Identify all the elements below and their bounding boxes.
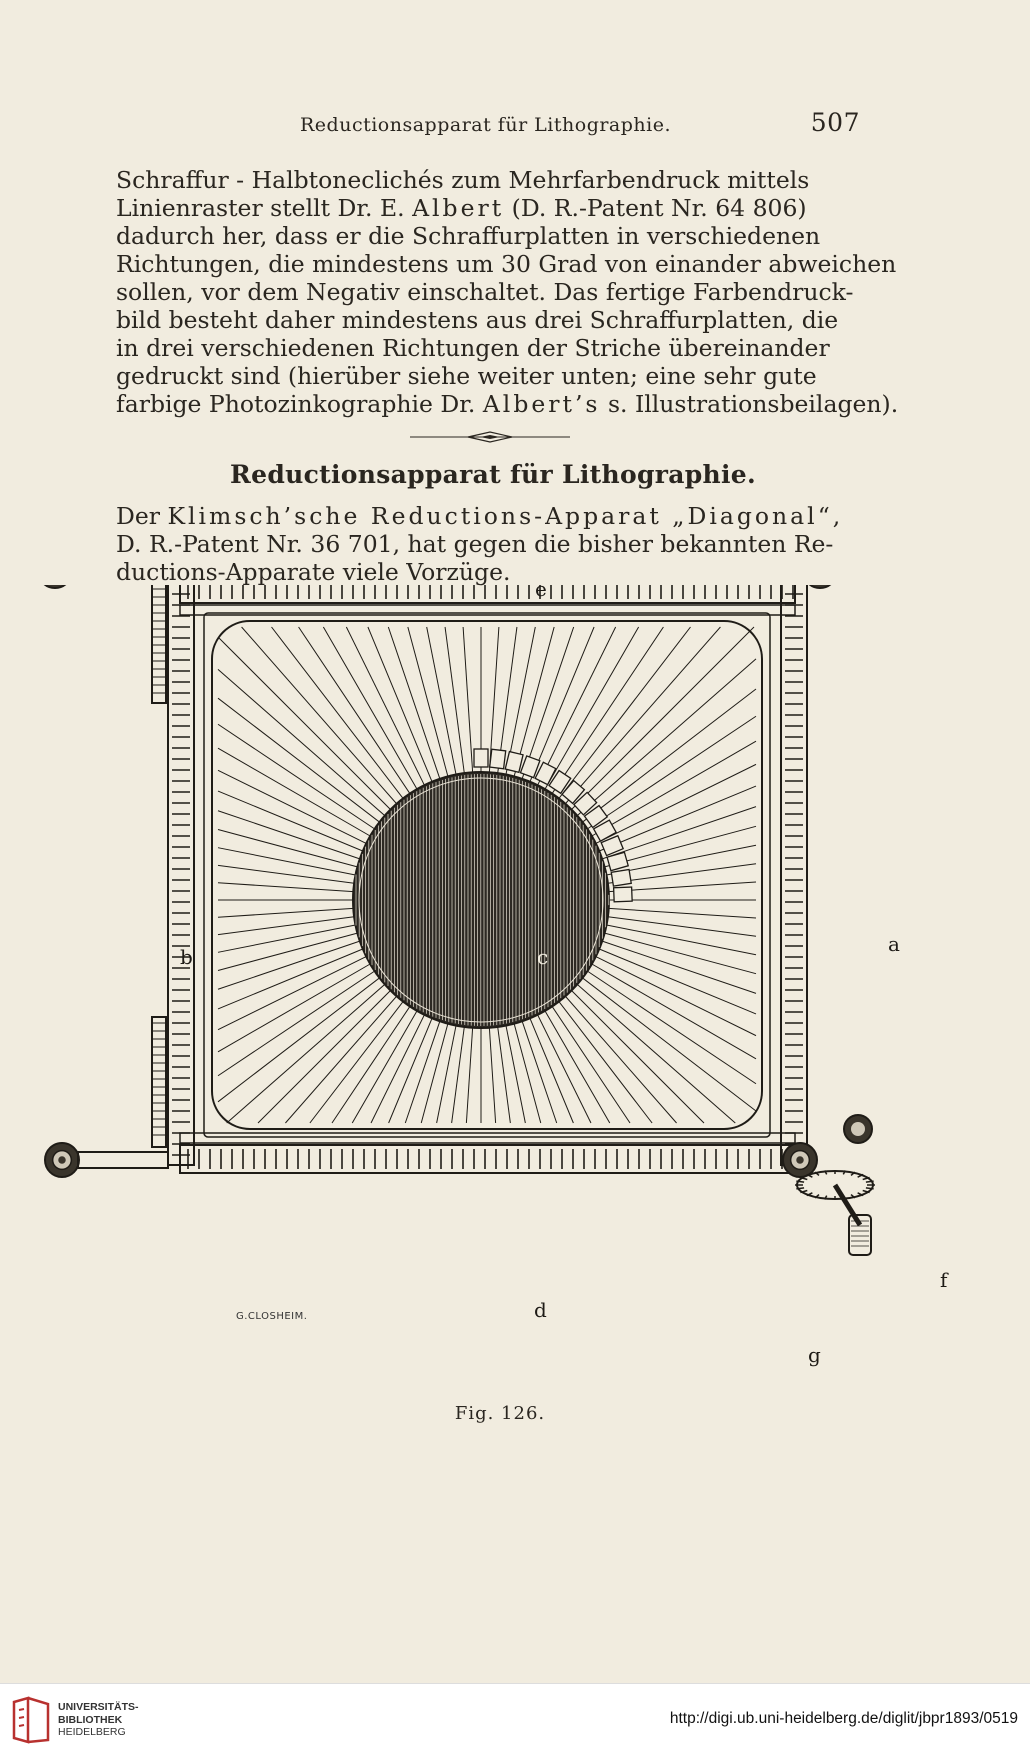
name-klimsch: Klimsch’sche Reductions-Apparat xyxy=(167,502,662,530)
page-number: 507 xyxy=(810,108,860,137)
label-b: b xyxy=(180,945,193,969)
ornamental-divider xyxy=(410,430,570,444)
label-e: e xyxy=(535,577,547,601)
name-albert: Albert xyxy=(412,194,505,222)
paragraph-klimsch xyxy=(116,502,870,586)
text-line: dadurch her, dass er die Schraffurplatten in verschiedenen xyxy=(116,222,821,250)
text-line: ductions-Apparate viele Vorzüge. xyxy=(116,558,511,586)
text-line: Der Klimsch’sche Reductions-Apparat „Diagonal“, xyxy=(116,502,844,530)
text-line: farbige Photozinkographie Dr. Albert’s s. Illustrationsbeilagen). xyxy=(116,390,899,418)
label-g: g xyxy=(808,1343,821,1367)
library-footer xyxy=(0,1683,1030,1757)
library-logo-icon xyxy=(10,1696,52,1746)
paragraph-schraffur xyxy=(116,166,899,418)
text-line: D. R.-Patent Nr. 36 701, hat gegen die bisher bekannten Re- xyxy=(116,530,834,558)
text-line: Schraffur - Halbtoneclichés zum Mehrfarbendruck mittels xyxy=(116,166,810,194)
engraver-signature: G.CLOSHEIM. xyxy=(236,1311,308,1322)
label-d: d xyxy=(534,1298,547,1322)
figure-caption: Fig. 126. xyxy=(454,1403,546,1424)
text-line: bild besteht daher mindestens aus drei Schraffurplatten, die xyxy=(116,306,839,334)
apparatus-engraving xyxy=(40,585,950,1405)
label-f: f xyxy=(940,1268,948,1292)
name-alberts: Albert’s xyxy=(482,390,601,418)
text-line: sollen, vor dem Negativ einschaltet. Das fertige Farbendruck- xyxy=(116,278,854,306)
section-title: Reductionsapparat für Lithographie. xyxy=(230,460,756,489)
label-a: a xyxy=(888,932,900,956)
page-header xyxy=(300,108,870,138)
text-line: Linienraster stellt Dr. E. Albert (D. R.-Patent Nr. 64 806) xyxy=(116,194,807,222)
label-c: c xyxy=(537,945,549,969)
text-line: Richtungen, die mindestens um 30 Grad von einander abweichen xyxy=(116,250,897,278)
source-url-link[interactable]: http://digi.ub.uni-heidelberg.de/diglit/jbpr1893/0519 xyxy=(669,1710,1018,1727)
text-line: gedruckt sind (hierüber siehe weiter unten; eine sehr gute xyxy=(116,362,817,390)
library-name: UNIVERSITÄTS- BIBLIOTHEK HEIDELBERG xyxy=(58,1701,139,1738)
reduction-apparatus-figure xyxy=(40,577,950,1405)
running-title: Reductionsapparat für Lithographie. xyxy=(300,114,672,136)
text-line: in drei verschiedenen Richtungen der Striche übereinander xyxy=(116,334,830,362)
